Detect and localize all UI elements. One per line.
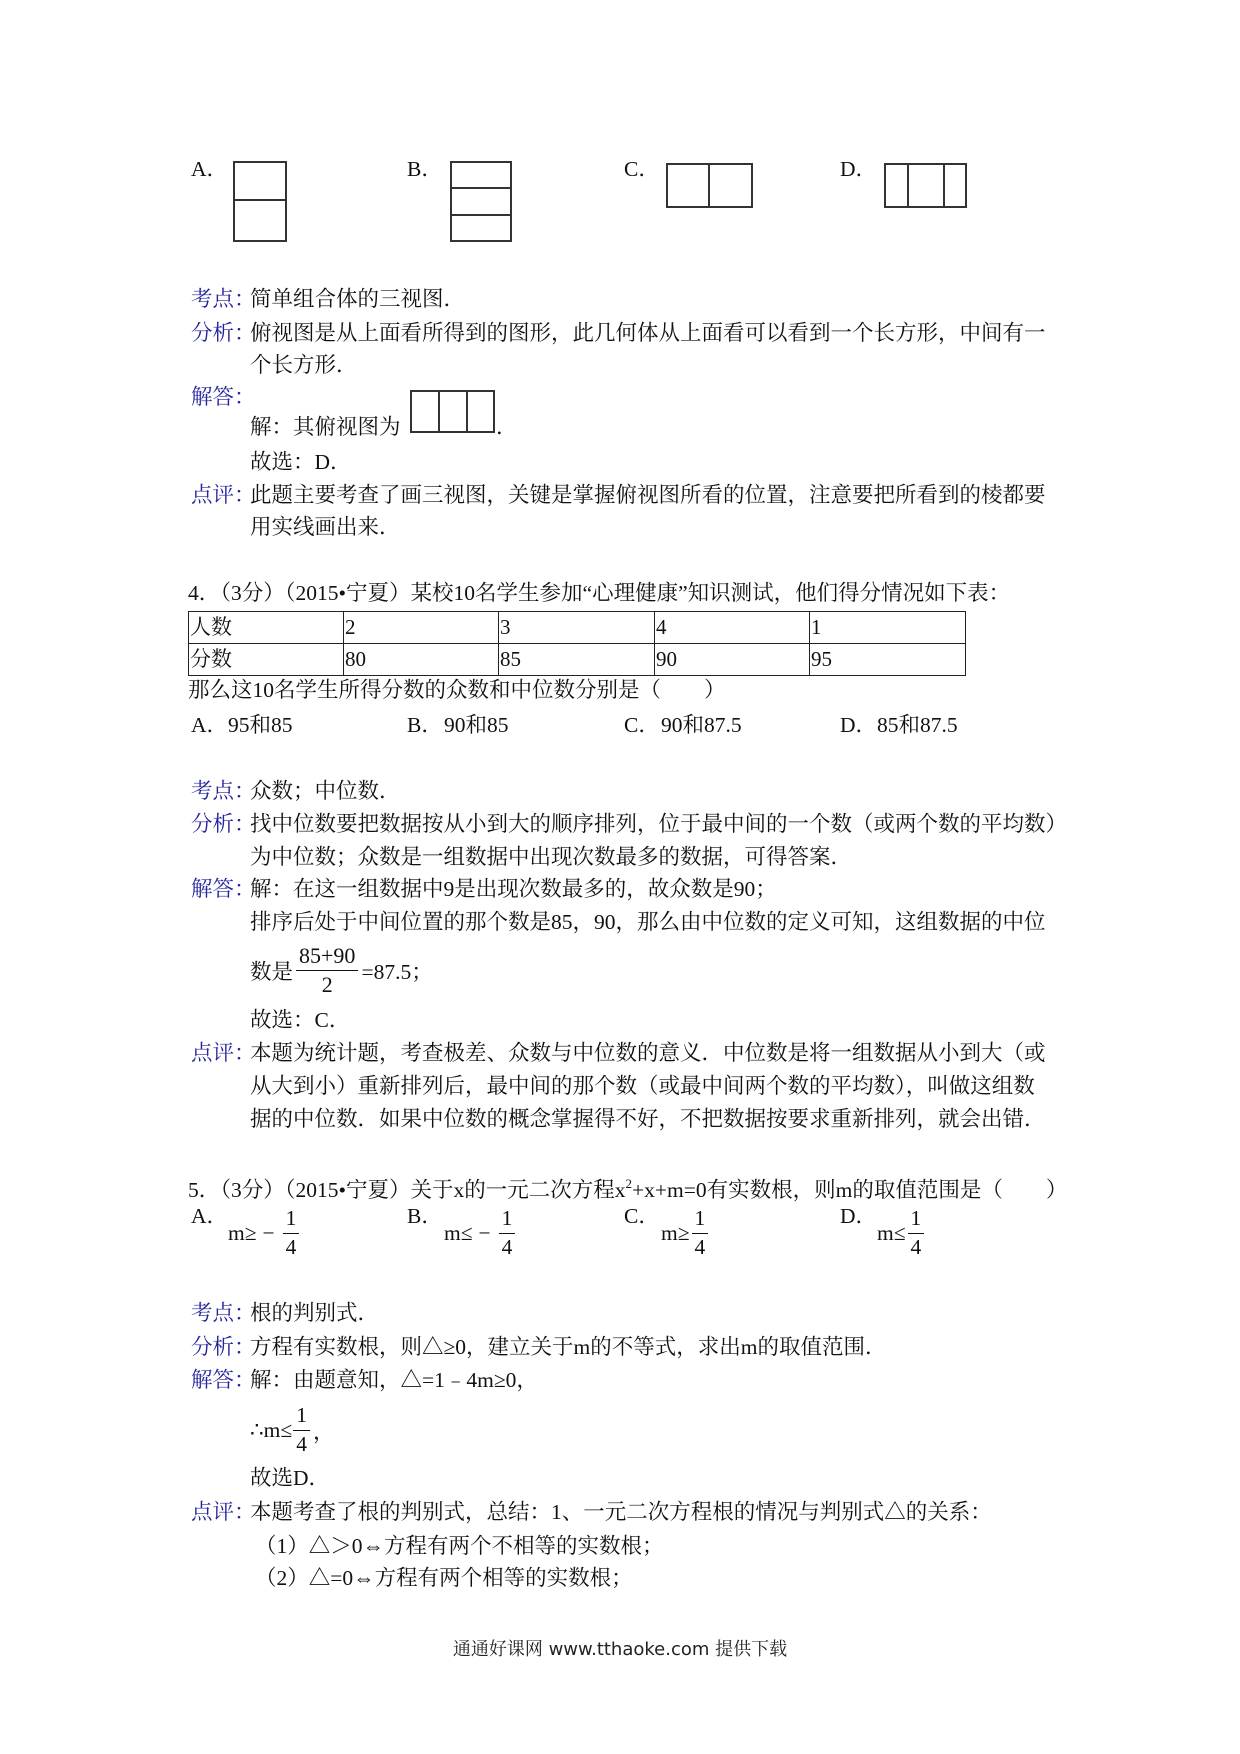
- q4-fenxi-line: 找中位数要把数据按从小到大的顺序排列，位于最中间的一个数（或两个数的平均数）: [250, 812, 1068, 836]
- q3-dianping-label: 点评：: [191, 483, 256, 507]
- q5-option-c-expr: [661, 1206, 711, 1260]
- q3-fenxi-line: 个长方形．: [250, 353, 358, 377]
- q3-answer: 故选：D．: [250, 450, 352, 474]
- q3-option-a-letter: A．: [191, 157, 229, 181]
- table-cell: 85: [499, 644, 655, 676]
- fraction-denominator: 4: [296, 1431, 307, 1456]
- q5-fenxi-text: 方程有实数根，则△≥0，建立关于m的不等式，求出m的取值范围．: [250, 1335, 887, 1359]
- q5-dianping-line: 本题考查了根的判别式，总结：1、一元二次方程根的情况与判别式△的关系：: [250, 1500, 992, 1524]
- q5-option-b-expr: [444, 1206, 518, 1260]
- q3-option-d-figure: [884, 163, 967, 208]
- q3-fenxi-line: 俯视图是从上面看所得到的图形，此几何体从上面看可以看到一个长方形，中间有一: [250, 321, 1046, 345]
- q5-option-d-letter: D．: [840, 1204, 878, 1228]
- formula-prefix: 数是: [250, 959, 294, 984]
- q5-kaodian-text: 根的判别式．: [250, 1301, 380, 1325]
- option-letter: C．: [624, 713, 660, 737]
- q3-option-b-letter: B．: [407, 157, 443, 181]
- fraction-numerator: 1: [293, 1405, 310, 1431]
- q3-dianping-line: 此题主要考查了画三视图，关键是掌握俯视图所看的位置，注意要把所看到的棱都要: [250, 483, 1046, 507]
- fraction-denominator: 4: [694, 1234, 706, 1259]
- option-text: 90和85: [444, 713, 509, 737]
- table-cell: 分数: [189, 644, 344, 676]
- median-fraction: [296, 942, 358, 997]
- formula-prefix: ∴m≤: [250, 1417, 293, 1442]
- q5-fenxi-label: 分析：: [191, 1335, 256, 1359]
- q5-option-d-expr: [877, 1206, 927, 1260]
- q4-dianping-line: 据的中位数．如果中位数的概念掌握得不好，不把数据按要求重新排列，就会出错．: [250, 1107, 1046, 1131]
- q3-jieda-period: ．: [496, 415, 518, 439]
- table-cell: 3: [499, 612, 655, 644]
- option-text: 90和87.5: [661, 713, 742, 737]
- q4-kaodian-label: 考点：: [191, 779, 256, 803]
- table-cell: 2: [344, 612, 499, 644]
- table-cell: 4: [655, 612, 810, 644]
- q5-answer: 故选D．: [250, 1466, 331, 1490]
- option-text: 85和87.5: [877, 713, 958, 737]
- q5-stem: [188, 1171, 1068, 1202]
- table-row: [189, 644, 966, 676]
- q5-conclusion-formula: [250, 1402, 334, 1458]
- q5-dianping-line: （1）△＞0⇔方程有两个不相等的实数根；: [255, 1534, 664, 1558]
- q5-stem-exponent: 2: [625, 1176, 633, 1191]
- fraction-denominator: 4: [910, 1234, 922, 1259]
- table-cell: 95: [810, 644, 966, 676]
- q4-answer: 故选：C．: [250, 1008, 351, 1032]
- q5-kaodian-label: 考点：: [191, 1301, 256, 1325]
- option-inequality: m≥: [228, 1220, 257, 1245]
- option-fraction: [499, 1208, 516, 1258]
- q4-dianping-line: 本题为统计题，考查极差、众数与中位数的意义．中位数是将一组数据从小到大（或: [250, 1041, 1046, 1065]
- q4-jieda-line: 排序后处于中间位置的那个数是85，90，那么由中位数的定义可知，这组数据的中位: [250, 910, 1046, 934]
- fraction-numerator: 85+90: [296, 945, 358, 971]
- table-cell: 1: [810, 612, 966, 644]
- table-cell: 90: [655, 644, 810, 676]
- q5-dianping-label: 点评：: [191, 1500, 256, 1524]
- q3-option-c-letter: C．: [624, 157, 660, 181]
- q4-option-b: [407, 712, 509, 738]
- q5-stem-pre: 5．（3分）（2015•宁夏）关于x的一元二次方程x: [188, 1178, 626, 1202]
- table-cell: 80: [344, 644, 499, 676]
- q5-option-c-letter: C．: [624, 1204, 660, 1228]
- q3-dianping-line: 用实线画出来．: [250, 515, 401, 539]
- option-inequality: m≥: [661, 1220, 690, 1245]
- option-letter: B．: [407, 713, 443, 737]
- option-inequality: m≤: [444, 1220, 473, 1245]
- option-inequality: m≤: [877, 1220, 906, 1245]
- q4-fenxi-label: 分析：: [191, 812, 256, 836]
- q4-dianping-label: 点评：: [191, 1041, 256, 1065]
- option-letter: A．: [191, 713, 229, 737]
- fraction-numerator: 1: [499, 1208, 516, 1234]
- conclusion-fraction: [293, 1405, 310, 1455]
- fraction-denominator: 4: [285, 1234, 297, 1259]
- q4-median-formula: [250, 940, 433, 1000]
- q3-option-d-letter: D．: [840, 157, 878, 181]
- option-sign: −: [478, 1220, 491, 1245]
- table-row: [189, 612, 966, 644]
- q5-option-b-letter: B．: [407, 1204, 443, 1228]
- q4-jieda-line: 解：在这一组数据中9是出现次数最多的，故众数是90；: [250, 877, 777, 901]
- q3-answer-figure: [410, 390, 495, 433]
- q3-kaodian-label: 考点：: [191, 287, 256, 311]
- q4-option-c: [624, 712, 742, 738]
- q5-jieda-label: 解答：: [191, 1368, 256, 1392]
- q3-kaodian-text: 简单组合体的三视图．: [250, 287, 466, 311]
- fraction-numerator: 1: [283, 1208, 300, 1234]
- q4-dianping-line: 从大到小）重新排列后，最中间的那个数（或最中间两个数的平均数），叫做这组数: [250, 1074, 1035, 1098]
- q5-stem-post: +x+m=0有实数根，则m的取值范围是（ ）: [632, 1178, 1068, 1202]
- q4-jieda-label: 解答：: [191, 877, 256, 901]
- option-letter: D．: [840, 713, 878, 737]
- option-sign: −: [262, 1220, 275, 1245]
- q5-option-a-expr: [228, 1206, 302, 1260]
- option-fraction: [692, 1208, 709, 1258]
- q4-kaodian-text: 众数；中位数．: [250, 779, 401, 803]
- formula-suffix: =87.5；: [361, 959, 433, 984]
- fraction-denominator: 2: [321, 971, 333, 997]
- formula-suffix: ，: [312, 1419, 335, 1444]
- q5-jieda-line: 解：由题意知，△=1﹣4m≥0，: [250, 1368, 538, 1392]
- q3-option-b-figure: [450, 161, 512, 242]
- q4-stem: 4．（3分）（2015•宁夏）某校10名学生参加“心理健康”知识测试，他们得分情况如下表：: [188, 581, 1011, 605]
- q3-jieda-label: 解答：: [191, 385, 256, 409]
- option-text: 95和85: [228, 713, 293, 737]
- q4-question: 那么这10名学生所得分数的众数和中位数分别是（ ）: [188, 678, 726, 702]
- fraction-numerator: 1: [692, 1208, 709, 1234]
- q3-jieda-line: 解：其俯视图为: [250, 415, 401, 439]
- q4-fenxi-line: 为中位数；众数是一组数据中出现次数最多的数据，可得答案．: [250, 845, 853, 869]
- q4-option-d: [840, 712, 958, 738]
- q3-fenxi-label: 分析：: [191, 321, 256, 345]
- table-cell: 人数: [189, 612, 344, 644]
- fraction-numerator: 1: [908, 1208, 925, 1234]
- q5-option-a-letter: A．: [191, 1204, 229, 1228]
- q3-option-a-figure: [233, 161, 287, 242]
- q4-score-table: [188, 611, 966, 676]
- q4-option-a: [191, 712, 293, 738]
- q3-option-c-figure: [666, 163, 753, 208]
- fraction-denominator: 4: [501, 1234, 513, 1259]
- option-fraction: [283, 1208, 300, 1258]
- option-fraction: [908, 1208, 925, 1258]
- page-footer: 通通好课网 www.tthaoke.com 提供下载: [452, 1639, 788, 1660]
- q5-dianping-line: （2）△=0⇔方程有两个相等的实数根；: [255, 1566, 633, 1590]
